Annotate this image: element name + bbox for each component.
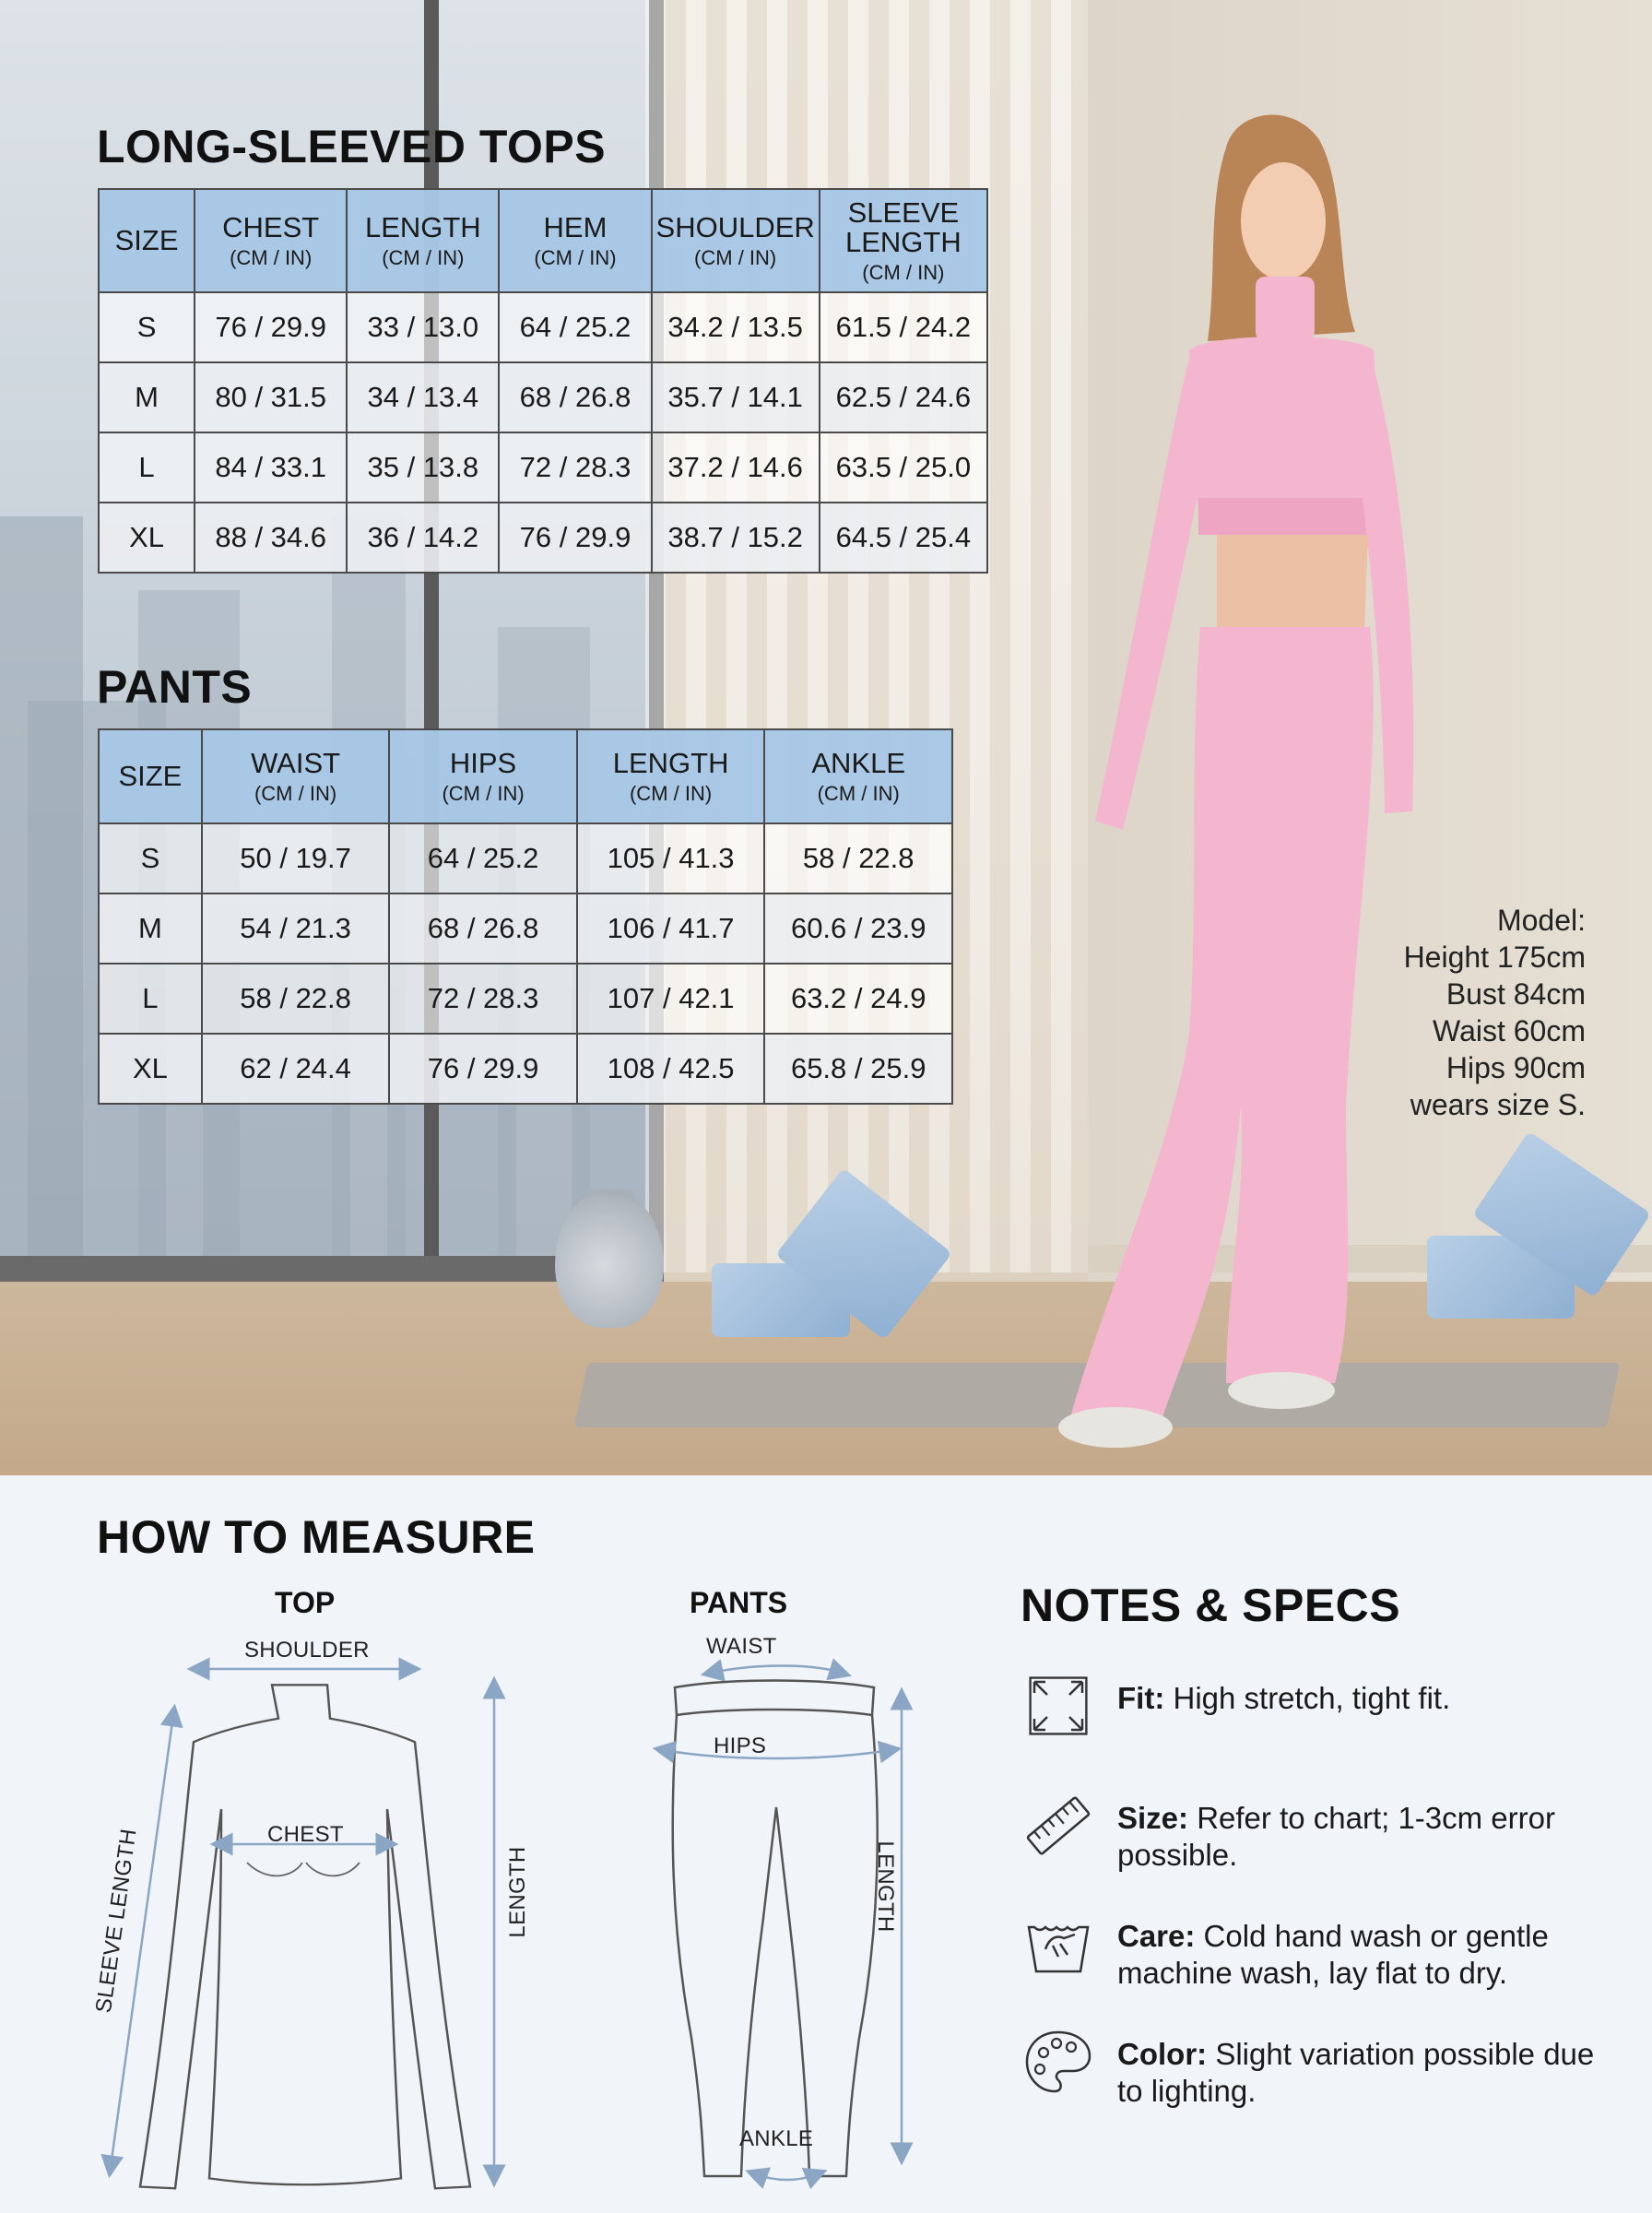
note-color: Color: Slight variation possible due to lighting. [1021, 2025, 1611, 2110]
tops-header-chest: CHEST (CM / IN) [195, 189, 347, 292]
table-row: S 76 / 29.9 33 / 13.0 64 / 25.2 34.2 / 13.5 61.5 / 24.2 [99, 292, 987, 362]
pants-header-size: SIZE [99, 729, 202, 823]
note-fit: Fit: High stretch, tight fit. [1021, 1669, 1611, 1743]
waist-label: WAIST [706, 1634, 777, 1659]
tops-header-sleeve-length: SLEEVE LENGTH (CM / IN) [820, 189, 987, 292]
ruler-icon [1021, 1789, 1095, 1863]
shoulder-label: SHOULDER [244, 1638, 370, 1663]
note-size: Size: Refer to chart; 1-3cm error possible. [1021, 1789, 1611, 1874]
how-to-measure-title: HOW TO MEASURE [97, 1511, 536, 1563]
top-length-label: LENGTH [505, 1846, 530, 1938]
table-row: L 84 / 33.1 35 / 13.8 72 / 28.3 37.2 / 14.6 63.5 / 25.0 [99, 432, 987, 503]
pants-length-label: LENGTH [873, 1840, 898, 1933]
pants-size-table [98, 728, 953, 1105]
table-row: XL 88 / 34.6 36 / 14.2 76 / 29.9 38.7 / 15.2 64.5 / 25.4 [99, 503, 987, 573]
tops-size-table [98, 188, 988, 574]
note-care: Care: Cold hand wash or gentle machine wash, lay flat to dry. [1021, 1907, 1611, 1992]
table-row: M 80 / 31.5 34 / 13.4 68 / 26.8 35.7 / 14.1 62.5 / 24.6 [99, 362, 987, 432]
info-section [0, 1475, 1652, 2213]
hips-label: HIPS [714, 1734, 767, 1758]
tops-header-size: SIZE [99, 189, 195, 292]
top-diagram-heading: TOP [275, 1586, 336, 1619]
ankle-label: ANKLE [739, 2126, 814, 2151]
chest-label: CHEST [267, 1822, 344, 1847]
pants-diagram-heading: PANTS [690, 1586, 788, 1619]
pants-header-hips: HIPS (CM / IN) [389, 729, 576, 823]
yoga-mat [574, 1363, 1621, 1427]
tops-title: LONG-SLEEVED TOPS [97, 121, 607, 172]
table-row: L 58 / 22.8 72 / 28.3 107 / 42.1 63.2 / 24.9 [99, 964, 952, 1034]
tops-header-shoulder: SHOULDER (CM / IN) [652, 189, 820, 292]
pants-header-ankle: ANKLE (CM / IN) [764, 729, 952, 823]
tops-header-length: LENGTH (CM / IN) [347, 189, 499, 292]
tops-header-hem: HEM (CM / IN) [499, 189, 651, 292]
color-palette-icon [1021, 2025, 1095, 2099]
pants-header-length: LENGTH (CM / IN) [577, 729, 765, 823]
top-measure-diagram [83, 1641, 507, 2195]
table-row: M 54 / 21.3 68 / 26.8 106 / 41.7 60.6 / 23.9 [99, 893, 952, 964]
sleeve-length-label: SLEEVE LENGTH [90, 1827, 142, 2015]
hand-wash-icon [1021, 1907, 1095, 1981]
pants-title: PANTS [97, 661, 253, 713]
table-row: S 50 / 19.7 64 / 25.2 105 / 41.3 58 / 22.8 [99, 823, 952, 893]
model-measurements: Model: Height 175cm Bust 84cm Waist 60cm Hips 90cm wears size S. [1403, 904, 1586, 1121]
table-row: XL 62 / 24.4 76 / 29.9 108 / 42.5 65.8 / 25.9 [99, 1034, 952, 1104]
pants-header-waist: WAIST (CM / IN) [202, 729, 390, 823]
stretch-arrows-icon [1021, 1669, 1095, 1743]
notes-title: NOTES & SPECS [1021, 1580, 1401, 1631]
